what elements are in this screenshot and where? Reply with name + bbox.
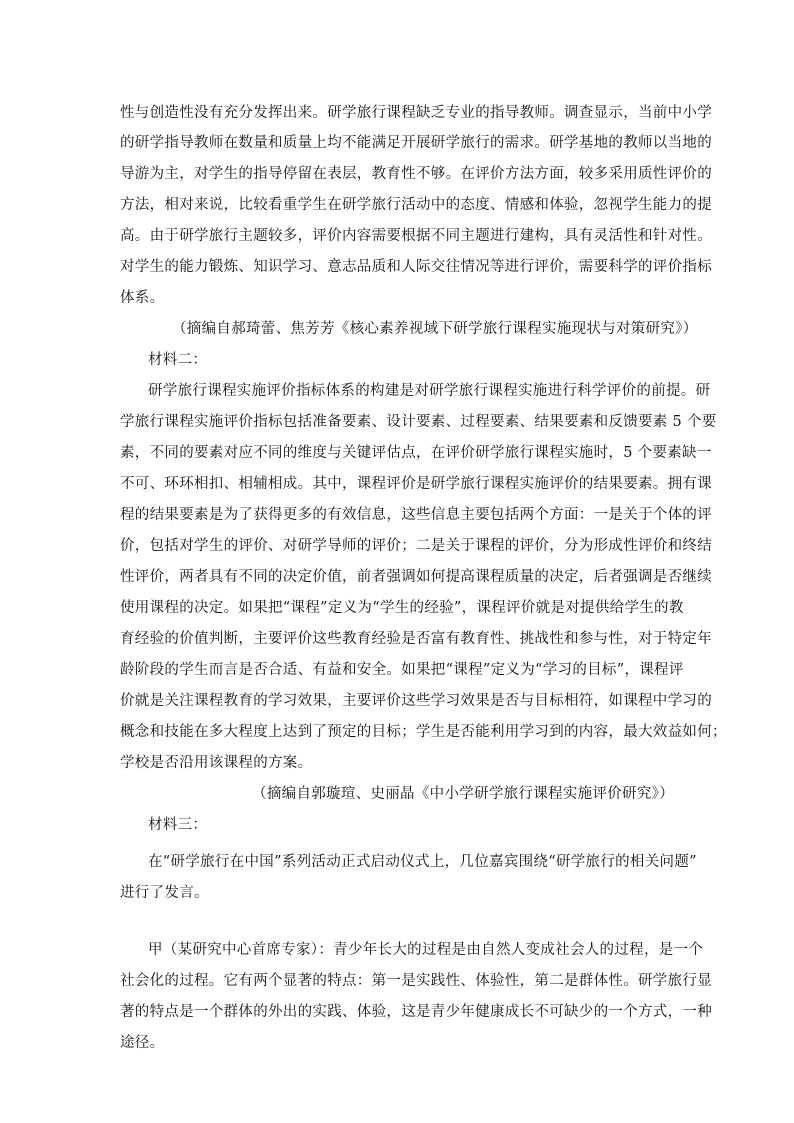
source-citation: （摘编自郭璇瑄、史丽晶《中小学研学旅行课程实施评价研究》） (252, 786, 674, 802)
paragraph2-line: 学旅行课程实施评价指标包括准备要素、设计要素、过程要素、结果要素和反馈要素 5 个要 (120, 414, 717, 430)
paragraph1-line: 的研学指导教师在数量和质量上均不能满足开展研学旅行的需求。研学基地的教师以当地的 (120, 135, 712, 151)
paragraph2-line: 性评价，两者具有不同的决定价值，前者强调如何提高课程质量的决定，后者强调是否继续 (120, 569, 712, 585)
paragraph3-line: 在“研学旅行在中国”系列活动正式启动仪式上，几位嘉宾围绕“研学旅行的相关问题” (148, 854, 697, 870)
material-heading: 材料二： (148, 352, 208, 368)
paragraph4-line: 社会化的过程。它有两个显著的特点：第一是实践性、体验性，第二是群体性。研学旅行显 (120, 973, 712, 989)
paragraph2-line: 龄阶段的学生而言是否合适、有益和安全。如果把“课程”定义为“学习的目标”，课程评 (120, 662, 684, 678)
paragraph2-line: 概念和技能在多大程度上达到了预定的目标；学生是否能利用学习到的内容，最大效益如何； (120, 724, 727, 740)
paragraph4-line: 著的特点是一个群体的外出的实践、体验，这是青少年健康成长不可缺少的一个方式，一种 (120, 1004, 712, 1020)
paragraph2-line: 使用课程的决定。如果把“课程”定义为“学生的经验”，课程评价就是对提供给学生的教 (120, 600, 684, 616)
paragraph2-line: 学校是否沿用该课程的方案。 (120, 755, 313, 771)
paragraph4-line: 甲（某研究中心首席专家）：青少年长大的过程是由自然人变成社会人的过程，是一个 (148, 942, 704, 958)
paragraph3-line: 进行了发言。 (120, 885, 209, 901)
paragraph2-line: 不可、环环相扣、相辅相成。其中，课程评价是研学旅行课程实施评价的结果要素。拥有课 (120, 476, 712, 492)
paragraph2-line: 程的结果要素是为了获得更多的有效信息，这些信息主要包括两个方面：一是关于个体的评 (120, 507, 712, 523)
material-heading: 材料三： (148, 817, 208, 833)
source-citation: （摘编自郝琦蕾、焦芳芳《核心素养视域下研学旅行课程实施现状与对策研究》） (172, 321, 698, 337)
paragraph2-line: 研学旅行课程实施评价指标体系的构建是对研学旅行课程实施进行科学评价的前提。研 (148, 383, 711, 399)
paragraph2-line: 育经验的价值判断，主要评价这些教育经验是否富有教育性、挑战性和参与性，对于特定年 (120, 631, 712, 647)
paragraph1-line: 导游为主，对学生的指导停留在表层，教育性不够。在评价方法方面，较多采用质性评价的 (120, 166, 712, 182)
paragraph1-line: 体系。 (120, 290, 165, 306)
paragraph1-line: 方法，相对来说，比较看重学生在研学旅行活动中的态度、情感和体验，忽视学生能力的提 (120, 197, 712, 213)
paragraph1-line: 对学生的能力锻炼、知识学习、意志品质和人际交往情况等进行评价，需要科学的评价指标 (120, 259, 712, 275)
paragraph1-line: 高。由于研学旅行主题较多，评价内容需要根据不同主题进行建构，具有灵活性和针对性。 (120, 228, 712, 244)
paragraph2-line: 价就是关注课程教育的学习效果，主要评价这些学习效果是否与目标相符，如课程中学习的 (120, 693, 712, 709)
paragraph2-line: 价，包括对学生的评价、对研学导师的评价；二是关于课程的评价，分为形成性评价和终结 (120, 538, 712, 554)
paragraph4-line: 途径。 (120, 1035, 165, 1051)
paragraph1-line: 性与创造性没有充分发挥出来。研学旅行课程缺乏专业的指导教师。调查显示，当前中小学 (120, 105, 712, 121)
paragraph2-line: 素，不同的要素对应不同的维度与关键评估点，在评价研学旅行课程实施时，5 个要素缺一 (120, 445, 712, 461)
